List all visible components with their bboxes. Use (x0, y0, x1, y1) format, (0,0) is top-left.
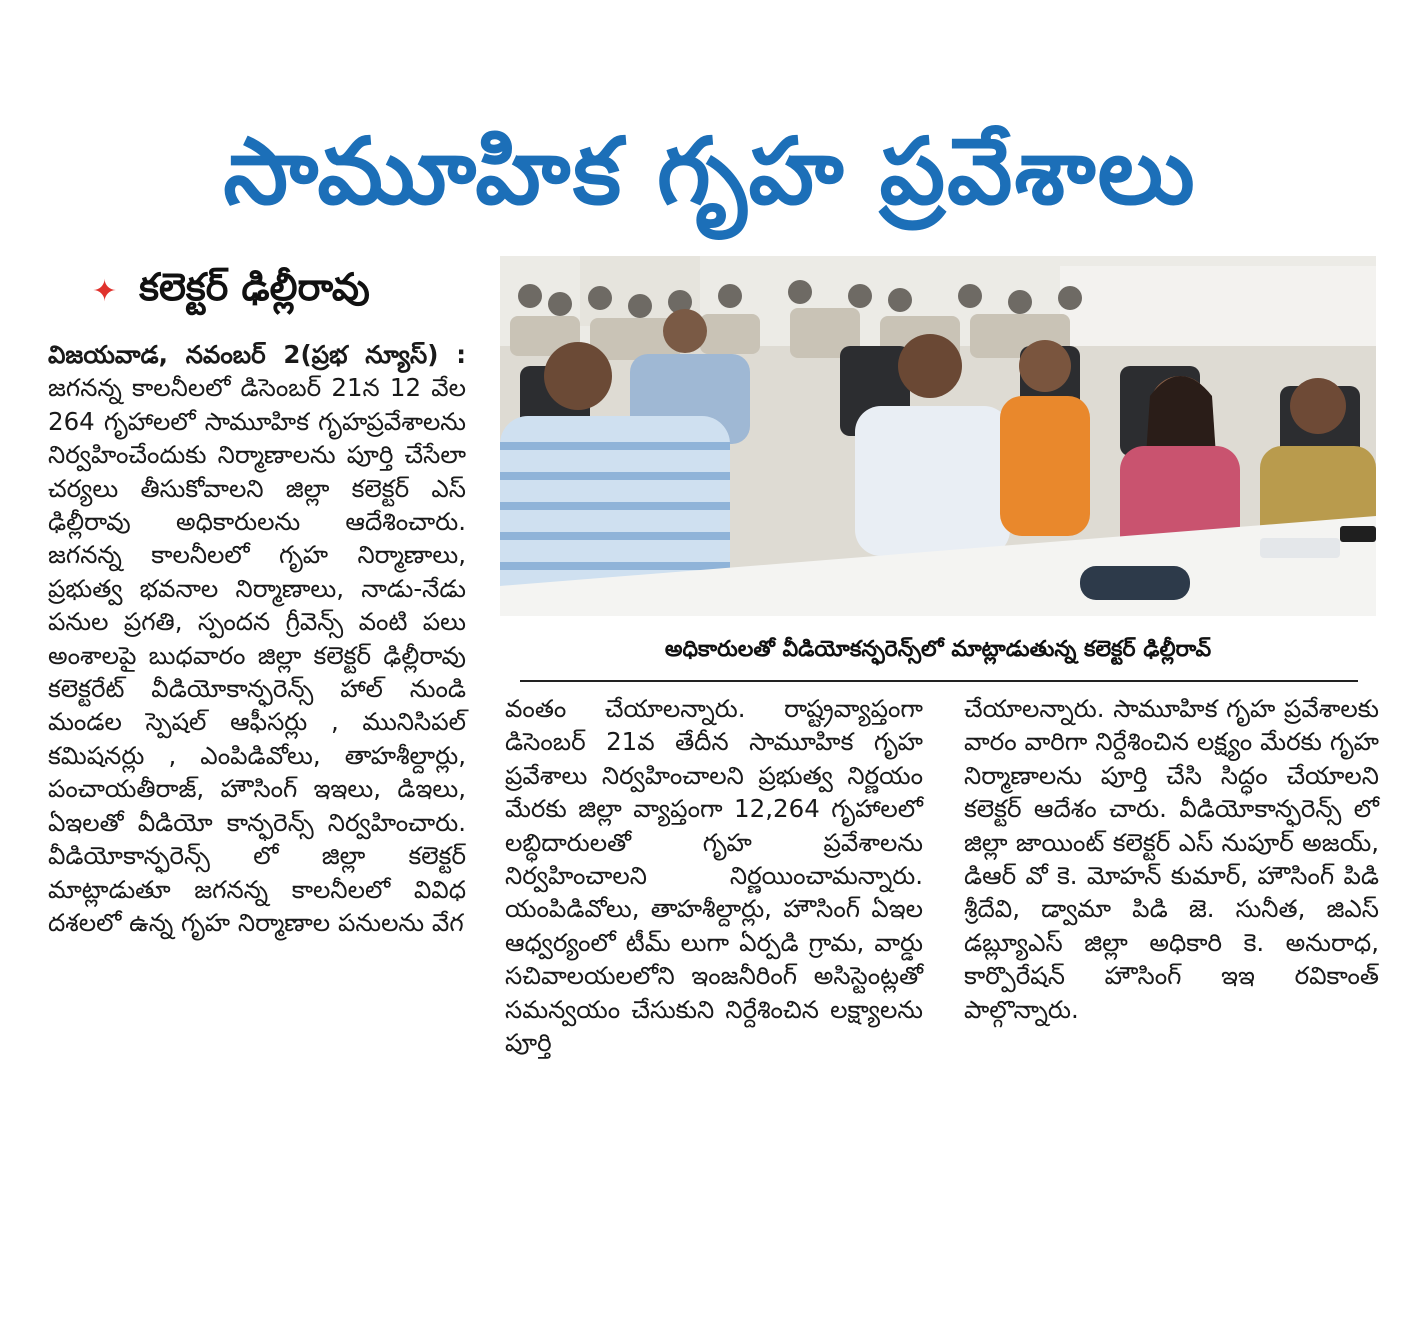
column-1-body: జగనన్న కాలనీలలో డిసెంబర్ 21న 12 వేల 264 గృహాలలో సామూహిక గృహప్రవేశాలను నిర్వహించేందుకు నిర్మాణాలను పూర్తి చేసేలా చర్యలు తీసుకోవాలని జిల్లా కలెక్టర్ ఎస్ ఢిల్లీరావు అధికారులను ఆదేశించారు. జగనన్న కాలనీలలో గృహ నిర్మాణాలు, ప్రభుత్వ భవనాల నిర్మాణాలు, నాడు-నేడు పనుల ప్రగతి, స్పందన గ్రీవెన్స్ వంటి పలు అంశాలపై బుధవారం జిల్లా కలెక్టర్ ఢిల్లీరావు కలెక్టరేట్ వీడియోకాన్ఫరెన్స్ హాల్ నుండి మండల స్పెషల్ ఆఫీసర్లు , మునిసిపల్ కమిషనర్లు , ఎంపిడివోలు, తాహశీల్దార్లు, పంచాయతీరాజ్, హౌసింగ్ ఇఇలు, డిఇలు, ఏఇలతో వీడియో కాన్ఫరెన్స్ నిర్వహించారు. వీడియోకాన్ఫరెన్స్ లో జిల్లా కలెక్టర్ మాట్లాడుతూ జగనన్న కాలనీలలో వివిధ దశలలో ఉన్న గృహ నిర్మాణాల పనులను వేగ (48, 373, 466, 937)
subheadline (92, 262, 370, 322)
column-3-body: చేయాలన్నారు. సామూహిక గృహ ప్రవేశాలకు వారం వారిగా నిర్దేశించిన లక్ష్యం మేరకు గృహ నిర్మాణాలను పూర్తి చేసి సిద్ధం చేయాలని కలెక్టర్ ఆదేశం చారు. వీడియోకాన్ఫరెన్స్ లో జిల్లా జాయింట్ కలెక్టర్ ఎస్ నుపూర్ అజయ్, డిఆర్ వో కె. మోహన్ కుమార్, హౌసింగ్ పిడి శ్రీదేవి, డ్వామా పిడి జె. సునీత, జిఎస్ డబ్ల్యూఎస్ జిల్లా అధికారి కె. అనురాధ, కార్పొరేషన్ హౌసింగ్ ఇఇ రవికాంత్ పాల్గొన్నారు. (964, 694, 1379, 1024)
article-column-2 (505, 692, 923, 1059)
subheadline-text: కలెక్టర్ ఢిల్లీరావు (139, 265, 370, 309)
photo-caption: అధికారులతో వీడియోకన్ఫరెన్స్‌లో మాట్లాడుతున్న కలెక్టర్ ఢిల్లీరావ్ (664, 637, 1212, 662)
caption-divider (520, 680, 1358, 682)
dateline: విజయవాడ, నవంబర్ 2(ప్రభ న్యూస్) : (48, 340, 466, 369)
article-column-1 (48, 338, 466, 939)
news-photo (500, 256, 1376, 616)
column-2-body: వంతం చేయాలన్నారు. రాష్ట్రవ్యాప్తంగా డిసెంబర్ 21వ తేదీన సామూహిక గృహ ప్రవేశాలు నిర్వహించాలని ప్రభుత్వ నిర్ణయం మేరకు జిల్లా వ్యాప్తంగా 12,264 గృహాలలో లబ్ధిదారులతో గృహ ప్రవేశాలను నిర్వహించాలని నిర్ణయించామన్నారు. యంపిడివోలు, తాహశీల్దార్లు, హౌసింగ్ ఏఇల ఆధ్వర్యంలో టీమ్ లుగా ఏర్పడి గ్రామ, వార్డు సచివాలయలలోని ఇంజనీరింగ్ అసిస్టెంట్లతో సమన్వయం చేసుకుని నిర్దేశించిన లక్ష్యాలను పూర్తి (505, 694, 923, 1058)
star-bullet-icon: ✦ (92, 274, 118, 309)
article-column-3 (964, 692, 1379, 1026)
headline: సామూహిక గృహ ప్రవేశాలు (223, 118, 1197, 225)
